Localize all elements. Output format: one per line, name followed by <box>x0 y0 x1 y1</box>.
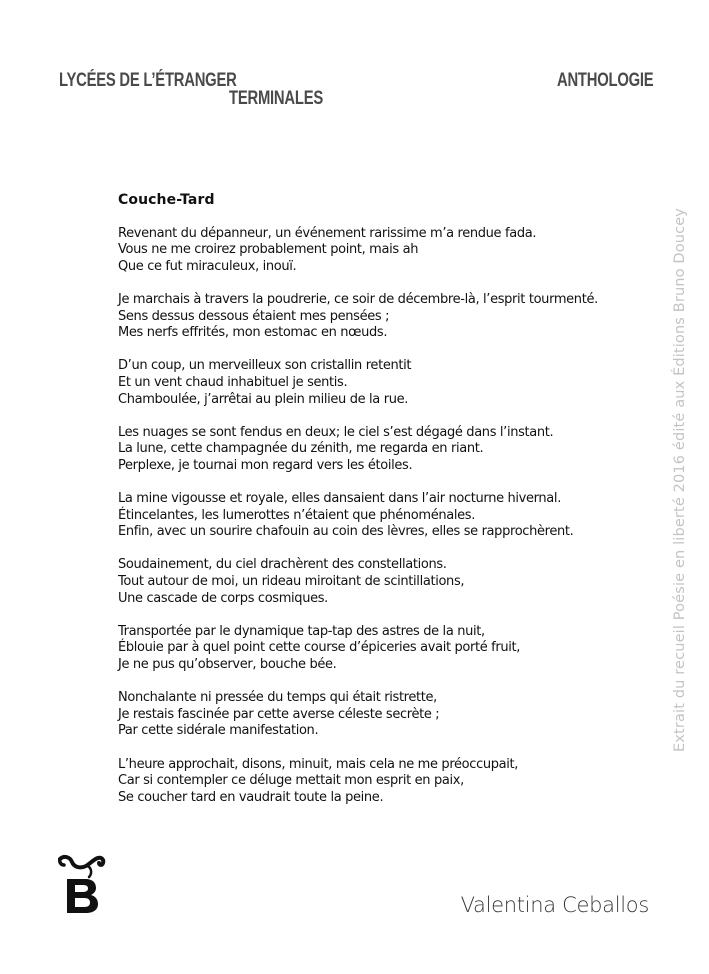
poem-line: Par cette sidérale manifestation. <box>118 723 319 739</box>
stanza <box>118 292 658 342</box>
header-school-label: LYCÉES DE L’ÉTRANGER <box>59 70 237 91</box>
side-note-credit: Extrait du recueil Poésie en liberté 2016 édité aux Éditions Bruno Doucey <box>672 207 688 752</box>
stanza <box>118 690 658 740</box>
poem-line: D’un coup, un merveilleux son cristallin retentit <box>118 358 412 374</box>
poem-title: Couche-Tard <box>118 192 215 208</box>
poem <box>118 192 658 823</box>
stanza <box>118 491 658 541</box>
poem-line: La lune, cette champagnée du zénith, me regarda en riant. <box>118 441 484 457</box>
poem-line: Perplexe, je tournai mon regard vers les étoiles. <box>118 457 413 473</box>
poem-line: Tout autour de moi, un rideau miroitant de scintillations, <box>118 574 465 590</box>
stanza <box>118 425 658 475</box>
poem-line: Mes nerfs effrités, mon estomac en nœuds. <box>118 325 388 341</box>
stanza <box>118 358 658 408</box>
poem-line: L’heure approchait, disons, minuit, mais cela ne me préoccupait, <box>118 756 519 772</box>
author-name: Valentina Ceballos <box>460 893 649 917</box>
bruno-doucey-b-logo-icon <box>58 853 106 915</box>
poem-line: Une cascade de corps cosmiques. <box>118 590 328 606</box>
stanza <box>118 226 658 276</box>
poem-line: Chamboulée, j’arrêtai au plein milieu de la rue. <box>118 391 409 407</box>
header-anthology-label: ANTHOLOGIE <box>557 70 654 91</box>
poem-line: Sens dessus dessous étaient mes pensées ; <box>118 308 390 324</box>
poem-line: Éblouie par à quel point cette course d’épiceries avait porté fruit, <box>118 640 521 656</box>
poem-line: Je marchais à travers la poudrerie, ce soir de décembre-là, l’esprit tourmenté. <box>118 291 598 307</box>
poem-line: Se coucher tard en vaudrait toute la peine. <box>118 789 384 805</box>
poem-line: Et un vent chaud inhabituel je sentis. <box>118 374 348 390</box>
stanza <box>118 757 658 807</box>
poem-line: Je restais fascinée par cette averse céleste secrète ; <box>118 706 440 722</box>
poem-line: Soudainement, du ciel drachèrent des constellations. <box>118 557 447 573</box>
stanza <box>118 624 658 674</box>
poem-line: La mine vigousse et royale, elles dansaient dans l’air nocturne hivernal. <box>118 491 561 507</box>
poem-line: Vous ne me croirez probablement point, mais ah <box>118 242 419 258</box>
poem-line: Étincelantes, les lumerottes n’étaient que phénoménales. <box>118 507 475 523</box>
poem-line: Enfin, avec un sourire chafouin au coin des lèvres, elles se rapprochèrent. <box>118 524 574 540</box>
poem-line: Car si contempler ce déluge mettait mon esprit en paix, <box>118 773 464 789</box>
poem-line: Les nuages se sont fendus en deux; le ciel s’est dégagé dans l’instant. <box>118 424 554 440</box>
poem-line: Je ne pus qu’observer, bouche bée. <box>118 657 337 673</box>
poem-line: Nonchalante ni pressée du temps qui était ristrette, <box>118 690 437 706</box>
stanza <box>118 557 658 607</box>
header-level-label: TERMINALES <box>229 88 324 109</box>
poem-line: Que ce fut miraculeux, inouï. <box>118 258 297 274</box>
poem-line: Revenant du dépanneur, un événement rarissime m’a rendue fada. <box>118 225 537 241</box>
poem-line: Transportée par le dynamique tap-tap des astres de la nuit, <box>118 623 485 639</box>
